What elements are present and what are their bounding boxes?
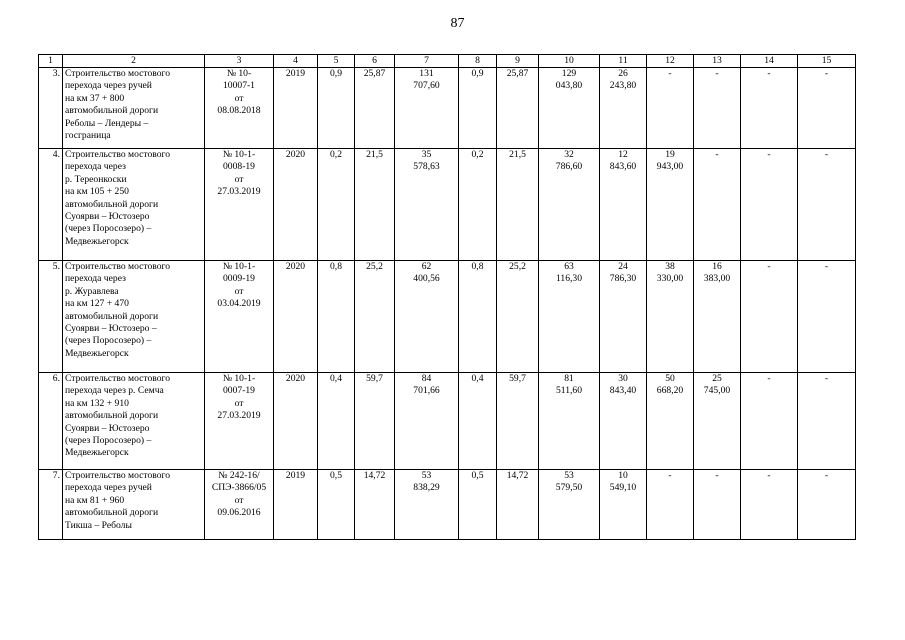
table-cell: 26 243,80 bbox=[600, 68, 647, 149]
column-header: 14 bbox=[741, 55, 798, 68]
table-cell: - bbox=[741, 149, 798, 261]
table-cell: Строительство мостового перехода через р. Семча на км 132 + 910 автомобильной дороги Суоярви – Юстозеро (через Поросозеро) – Медвежьегорск bbox=[63, 373, 205, 470]
table-cell: - bbox=[694, 149, 741, 261]
column-header: 12 bbox=[647, 55, 694, 68]
table-cell: 21,5 bbox=[497, 149, 539, 261]
table-cell: - bbox=[741, 68, 798, 149]
table-cell: 21,5 bbox=[355, 149, 395, 261]
column-header: 2 bbox=[63, 55, 205, 68]
table-cell: 14,72 bbox=[497, 470, 539, 540]
table-cell: 25,2 bbox=[355, 261, 395, 373]
column-header: 11 bbox=[600, 55, 647, 68]
table-cell: - bbox=[798, 373, 856, 470]
data-table bbox=[38, 54, 856, 540]
table-cell: - bbox=[798, 149, 856, 261]
table-cell: 0,2 bbox=[459, 149, 497, 261]
table-cell: 25,2 bbox=[497, 261, 539, 373]
table-cell: 25,87 bbox=[355, 68, 395, 149]
table-cell: Строительство мостового перехода через ручей на км 81 + 960 автомобильной дороги Тикша – Реболы bbox=[63, 470, 205, 540]
table-cell: 25 745,00 bbox=[694, 373, 741, 470]
column-header: 10 bbox=[539, 55, 600, 68]
column-header: 5 bbox=[318, 55, 355, 68]
table-cell: 7. bbox=[39, 470, 63, 540]
table-cell: 59,7 bbox=[497, 373, 539, 470]
table-cell: 6. bbox=[39, 373, 63, 470]
table-row bbox=[39, 373, 856, 470]
table-cell: 32 786,60 bbox=[539, 149, 600, 261]
table-cell: 24 786,30 bbox=[600, 261, 647, 373]
table-cell: - bbox=[647, 470, 694, 540]
column-header: 15 bbox=[798, 55, 856, 68]
table-cell: - bbox=[798, 68, 856, 149]
table-cell: - bbox=[694, 68, 741, 149]
table-cell: - bbox=[694, 470, 741, 540]
table-row bbox=[39, 149, 856, 261]
table-cell: 35 578,63 bbox=[395, 149, 459, 261]
table-cell: 25,87 bbox=[497, 68, 539, 149]
page-number: 87 bbox=[450, 16, 465, 31]
table-cell: - bbox=[741, 470, 798, 540]
table-header-row bbox=[39, 55, 856, 68]
table-cell: 0,5 bbox=[459, 470, 497, 540]
table-cell: 0,8 bbox=[459, 261, 497, 373]
table-cell: 0,9 bbox=[318, 68, 355, 149]
table-cell: 2019 bbox=[274, 470, 318, 540]
column-header: 13 bbox=[694, 55, 741, 68]
table-cell: 81 511,60 bbox=[539, 373, 600, 470]
table-cell: 4. bbox=[39, 149, 63, 261]
table-cell: 0,8 bbox=[318, 261, 355, 373]
table-cell: 5. bbox=[39, 261, 63, 373]
table-row bbox=[39, 470, 856, 540]
table-cell: - bbox=[798, 470, 856, 540]
table-cell: Строительство мостового перехода через ручей на км 37 + 800 автомобильной дороги Реболы – Лендеры – госграница bbox=[63, 68, 205, 149]
table-cell: 0,4 bbox=[318, 373, 355, 470]
table-cell: 63 116,30 bbox=[539, 261, 600, 373]
table-cell: 131 707,60 bbox=[395, 68, 459, 149]
column-header: 8 bbox=[459, 55, 497, 68]
table-cell: 84 701,66 bbox=[395, 373, 459, 470]
table-cell: - bbox=[647, 68, 694, 149]
table-cell: Строительство мостового перехода через р. Журавлева на км 127 + 470 автомобильной дороги Суоярви – Юстозеро – (через Поросозеро) – Медвежьегорск bbox=[63, 261, 205, 373]
table-cell: № 10-1- 0007-19 от 27.03.2019 bbox=[205, 373, 274, 470]
table-cell: № 10-1- 0009-19 от 03.04.2019 bbox=[205, 261, 274, 373]
table-cell: 2019 bbox=[274, 68, 318, 149]
table-cell: 0,5 bbox=[318, 470, 355, 540]
column-header: 4 bbox=[274, 55, 318, 68]
table-cell: - bbox=[741, 261, 798, 373]
table-cell: - bbox=[798, 261, 856, 373]
table-cell: 38 330,00 bbox=[647, 261, 694, 373]
table-row bbox=[39, 261, 856, 373]
table-cell: 0,2 bbox=[318, 149, 355, 261]
table-cell: 53 838,29 bbox=[395, 470, 459, 540]
table-cell: 53 579,50 bbox=[539, 470, 600, 540]
table-cell: Строительство мостового перехода через р. Тереонкоски на км 105 + 250 автомобильной дороги Суоярви – Юстозеро (через Поросозеро) – Медвежьегорск bbox=[63, 149, 205, 261]
table-cell: 59,7 bbox=[355, 373, 395, 470]
table-cell: 50 668,20 bbox=[647, 373, 694, 470]
column-header: 7 bbox=[395, 55, 459, 68]
column-header: 3 bbox=[205, 55, 274, 68]
table-body bbox=[39, 55, 856, 540]
column-header: 6 bbox=[355, 55, 395, 68]
table-cell: - bbox=[741, 373, 798, 470]
table-cell: 3. bbox=[39, 68, 63, 149]
table-cell: 0,9 bbox=[459, 68, 497, 149]
table-cell: № 10-1- 0008-19 от 27.03.2019 bbox=[205, 149, 274, 261]
table-cell: 19 943,00 bbox=[647, 149, 694, 261]
table-cell: 14,72 bbox=[355, 470, 395, 540]
table-cell: 2020 bbox=[274, 373, 318, 470]
table-cell: № 10- 10007-1 от 08.08.2018 bbox=[205, 68, 274, 149]
table-cell: 16 383,00 bbox=[694, 261, 741, 373]
table-cell: 0,4 bbox=[459, 373, 497, 470]
table-cell: 12 843,60 bbox=[600, 149, 647, 261]
column-header: 1 bbox=[39, 55, 63, 68]
table-cell: 2020 bbox=[274, 149, 318, 261]
table-cell: 2020 bbox=[274, 261, 318, 373]
table-cell: 62 400,56 bbox=[395, 261, 459, 373]
table-row bbox=[39, 68, 856, 149]
table-cell: № 242-16/ СПЭ-3866/05 от 09.06.2016 bbox=[205, 470, 274, 540]
table-cell: 129 043,80 bbox=[539, 68, 600, 149]
table-cell: 30 843,40 bbox=[600, 373, 647, 470]
column-header: 9 bbox=[497, 55, 539, 68]
table-cell: 10 549,10 bbox=[600, 470, 647, 540]
